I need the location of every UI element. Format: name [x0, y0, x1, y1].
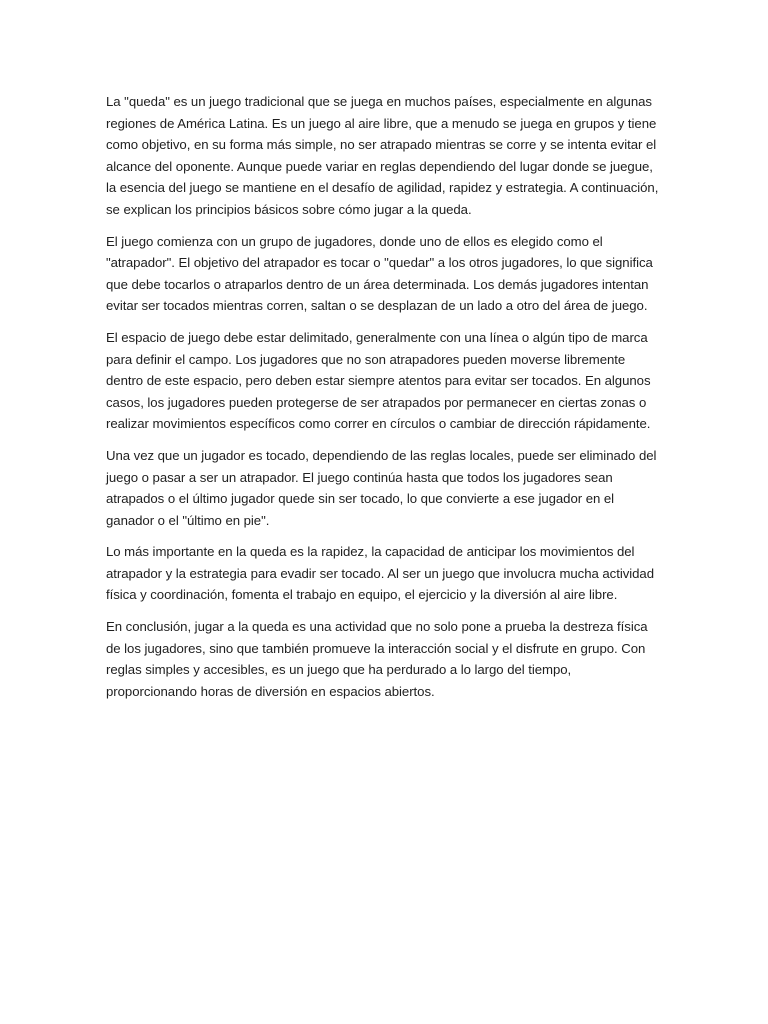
paragraph-tagged-rules: Una vez que un jugador es tocado, dependiendo de las reglas locales, puede ser eliminado del juego o pasar a ser un atrapador. El juego continúa hasta que todos los jugadores sean atrapados o el último jugador quede sin ser tocado, lo que convierte a ese jugador en el ganador o el "último en pie".	[106, 447, 657, 528]
paragraph-game-start: El juego comienza con un grupo de jugadores, donde uno de ellos es elegido como el "atrapador". El objetivo del atrapador es tocar o "quedar" a los otros jugadores, lo que significa que debe tocarlos o atraparlos dentro de un área determinada. Los demás jugadores intentan evitar ser tocados mientras corren, saltan o se desplazan de un lado a otro del área de juego.	[106, 233, 653, 314]
paragraph-intro: La "queda" es un juego tradicional que se juega en muchos países, especialmente en algunas regiones de América Latina. Es un juego al aire libre, que a menudo se juega en grupos y tiene como objetivo, en su forma más simple, no ser atrapado mientras se corre y se intenta evitar el alcance del oponente. Aunque puede variar en reglas dependiendo del lugar donde se juegue, la esencia del juego se mantiene en el desafío de agilidad, rapidez y estrategia. A continuación, se explican los principios básicos sobre cómo jugar a la queda.	[106, 94, 659, 217]
paragraph-play-area: El espacio de juego debe estar delimitado, generalmente con una línea o algún tipo de marca para definir el campo. Los jugadores que no son atrapadores pueden moverse libremente dentro de este espacio, pero deben estar siempre atentos para evitar ser tocados. En algunos casos, los jugadores pueden protegerse de ser atrapados por permanecer en ciertas zonas o realizar movimientos específicos como correr en círculos o cambiar de dirección rápidamente.	[106, 329, 651, 432]
paragraph-importance: Lo más importante en la queda es la rapidez, la capacidad de anticipar los movimientos del atrapador y la estrategia para evadir ser tocado. Al ser un juego que involucra mucha actividad física y coordinación, fomenta el trabajo en equipo, el ejercicio y la diversión al aire libre.	[106, 544, 654, 603]
paragraph-conclusion: En conclusión, jugar a la queda es una actividad que no solo pone a prueba la destreza física de los jugadores, sino que también promueve la interacción social y el disfrute en grupo. Con reglas simples y accesibles, es un juego que ha perdurado a lo largo del tiempo, proporcionando horas de diversión en espacios abiertos.	[106, 619, 648, 699]
document-body	[106, 91, 662, 712]
